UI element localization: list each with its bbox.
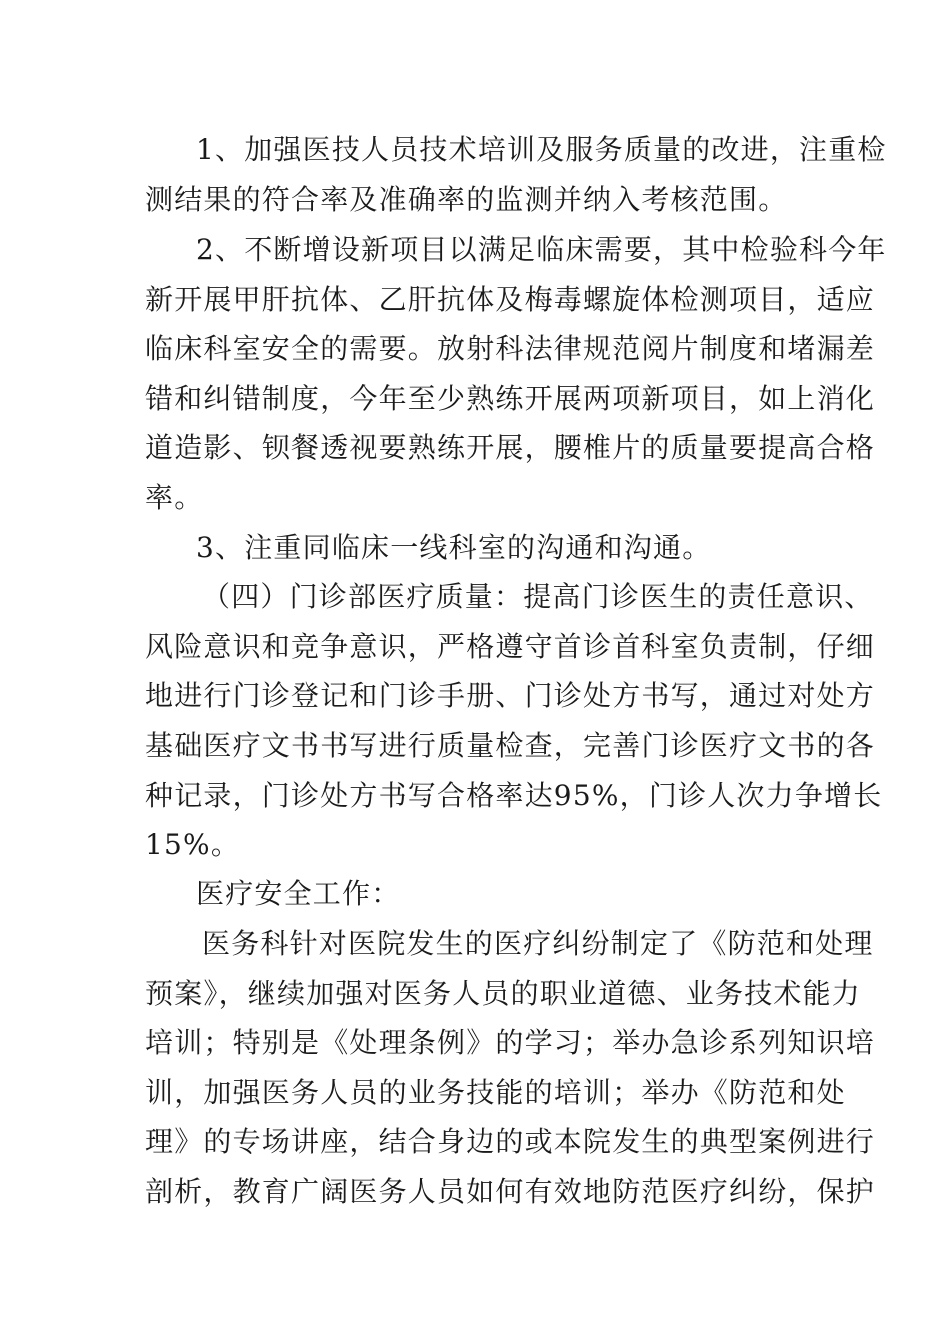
text-line: 临床科室安全的需要。放射科法律规范阅片制度和堵漏差 [145, 332, 876, 365]
text-line: 新开展甲肝抗体、乙肝抗体及梅毒螺旋体检测项目，适应 [145, 283, 876, 316]
text-line: 地进行门诊登记和门诊手册、门诊处方书写，通过对处方 [145, 679, 876, 712]
text-line: 训，加强医务人员的业务技能的培训；举办《防范和处 [145, 1076, 846, 1109]
text-line: 1、加强医技人员技术培训及服务质量的改进，注重检 [196, 133, 887, 166]
text-line: 风险意识和竞争意识，严格遵守首诊首科室负责制，仔细 [145, 630, 876, 663]
text-line: 15%。 [145, 828, 241, 861]
text-line: 2、不断增设新项目以满足临床需要，其中检验科今年 [196, 233, 887, 266]
text-line: 错和纠错制度，今年至少熟练开展两项新项目，如上消化 [145, 382, 876, 415]
text-line: 预案》，继续加强对医务人员的职业道德、业务技术能力 [145, 977, 862, 1010]
text-line: 3、注重同临床一线科室的沟通和沟通。 [196, 531, 712, 564]
text-line: 医务科针对医院发生的医疗纠纷制定了《防范和处理 [202, 927, 874, 960]
text-line: 剖析，教育广阔医务人员如何有效地防范医疗纠纷，保护 [145, 1175, 876, 1208]
text-line: （四）门诊部医疗质量：提高门诊医生的责任意识、 [202, 580, 874, 613]
text-line: 培训；特别是《处理条例》的学习；举办急诊系列知识培 [145, 1026, 876, 1059]
text-line: 率。 [145, 481, 204, 514]
text-line: 理》的专场讲座，结合身边的或本院发生的典型案例进行 [145, 1125, 876, 1158]
text-line: 种记录，门诊处方书写合格率达95%，门诊人次力争增长 [145, 779, 883, 812]
text-line: 道造影、钡餐透视要熟练开展，腰椎片的质量要提高合格 [145, 431, 876, 464]
text-line: 医疗安全工作： [196, 877, 401, 910]
text-line: 测结果的符合率及准确率的监测并纳入考核范围。 [145, 183, 788, 216]
text-line: 基础医疗文书书写进行质量检查，完善门诊医疗文书的各 [145, 729, 876, 762]
